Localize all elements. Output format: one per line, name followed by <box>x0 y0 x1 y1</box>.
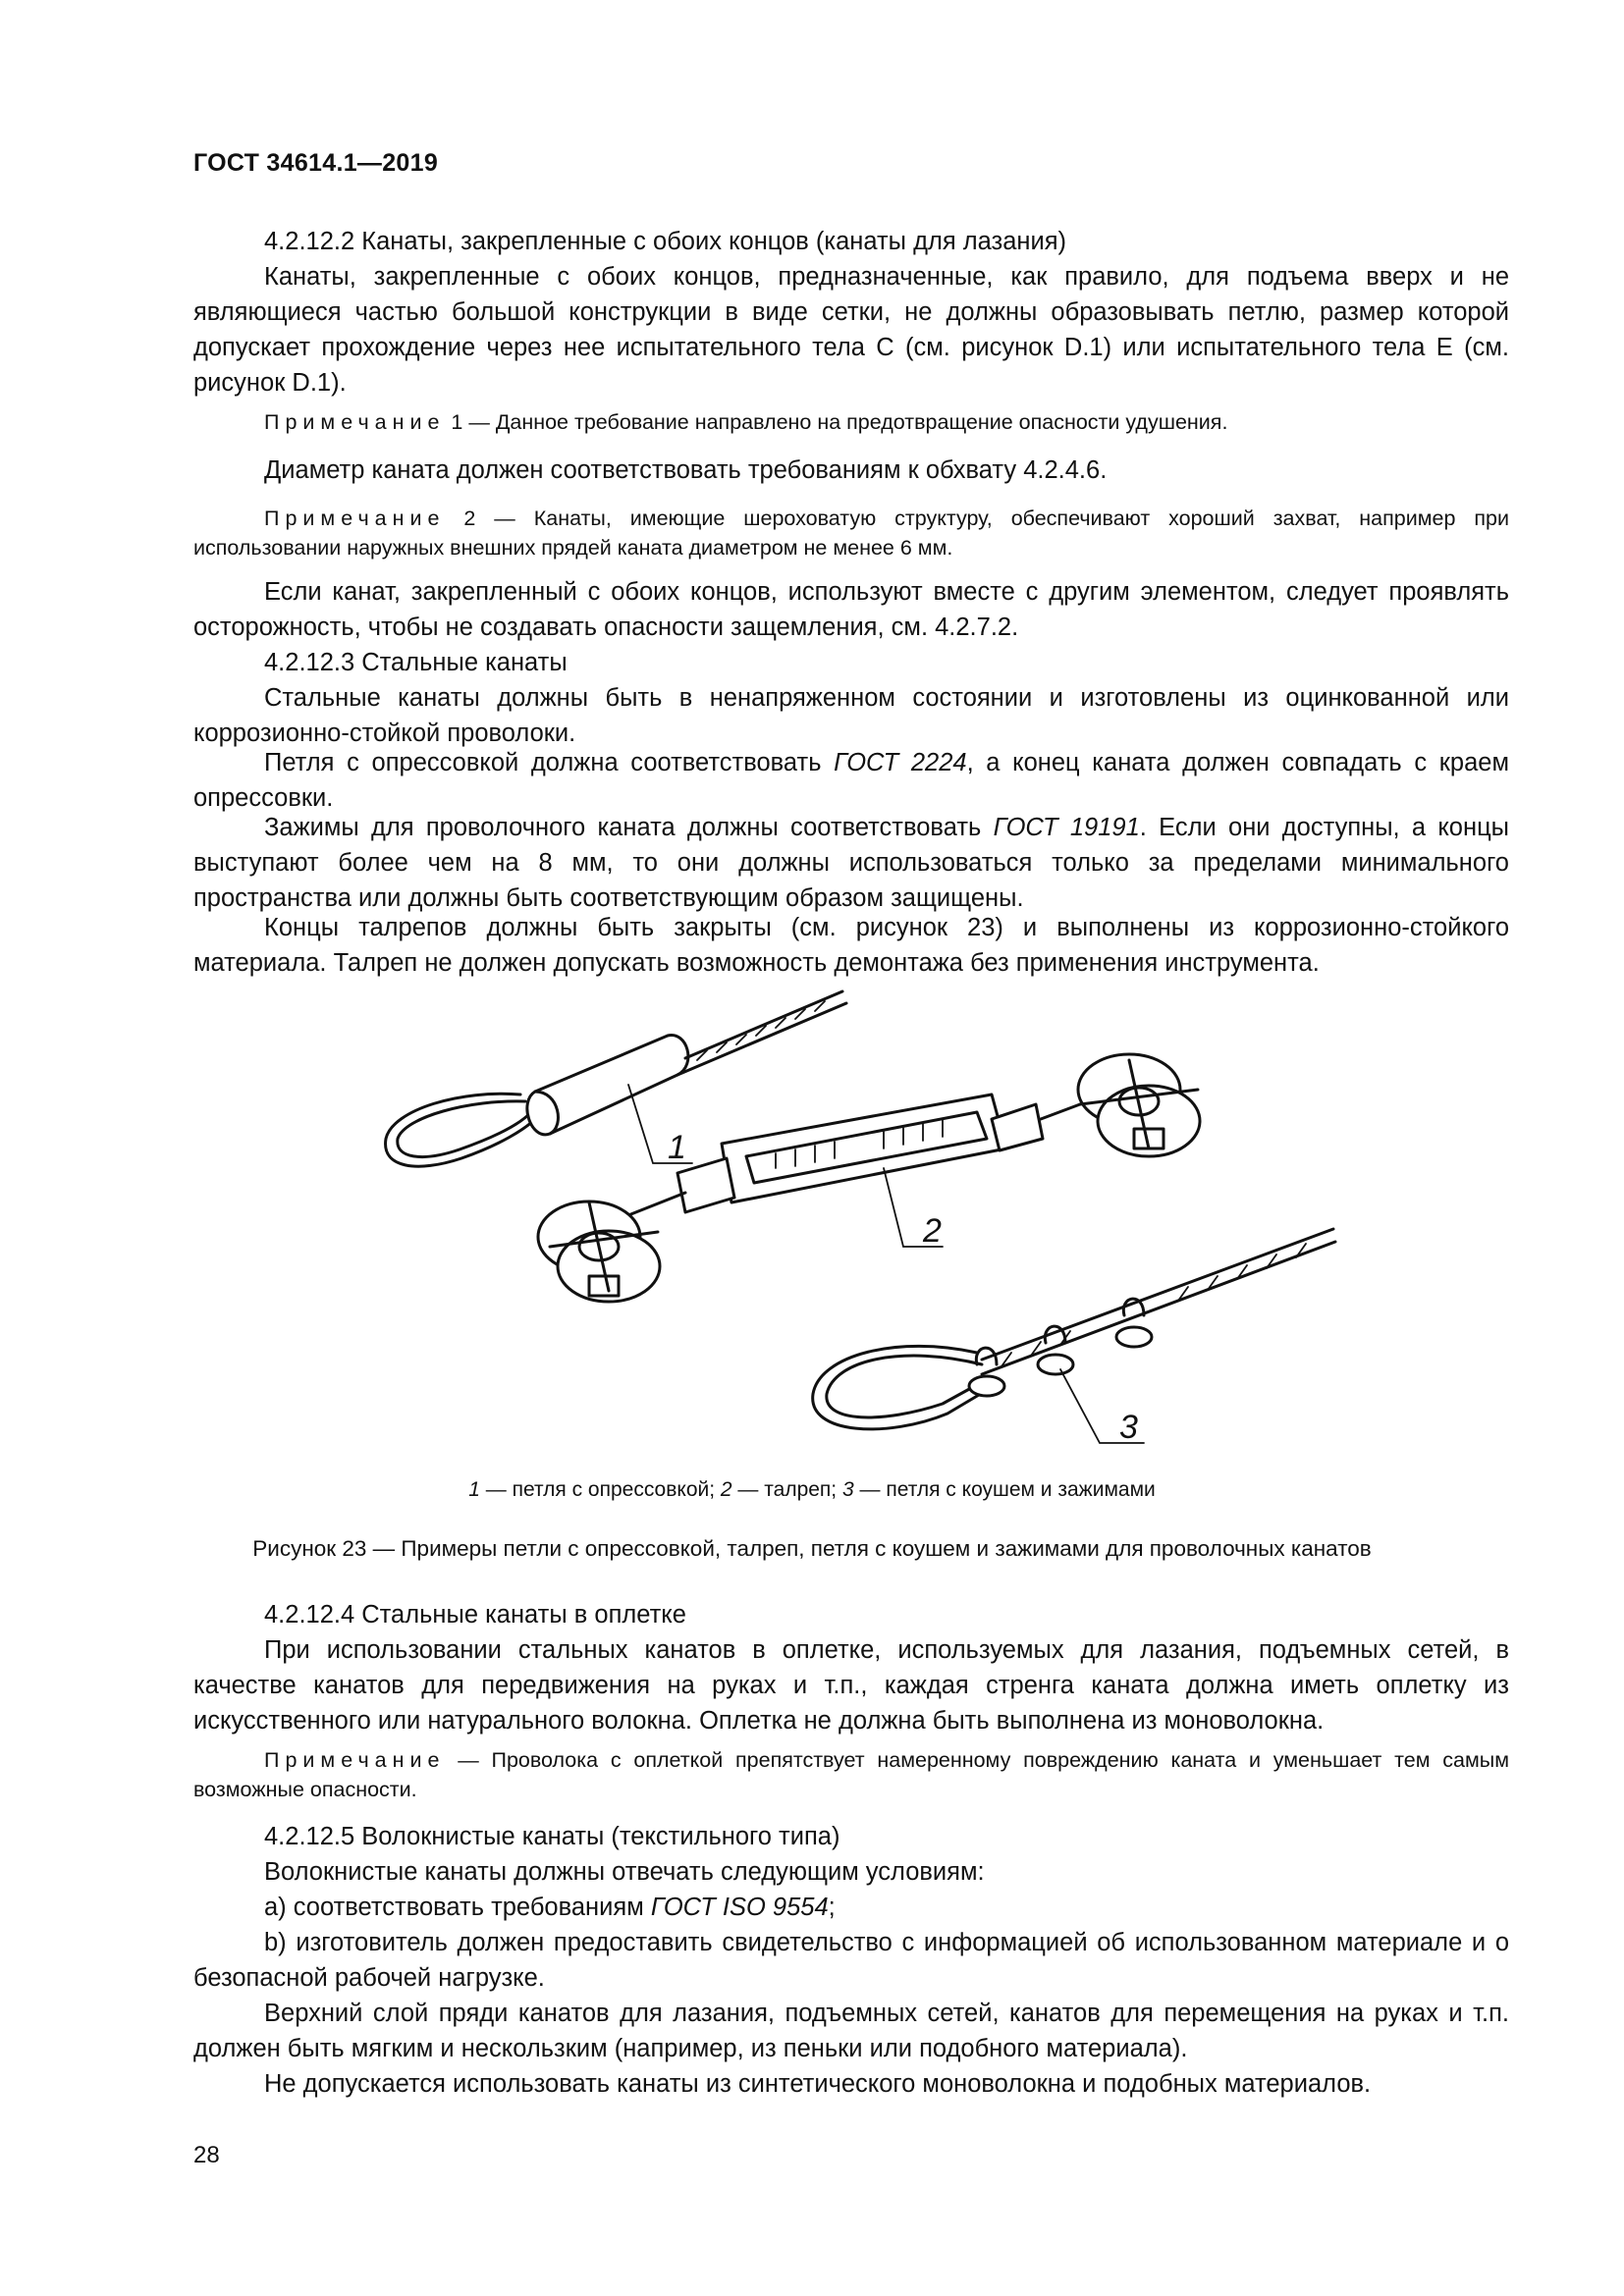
thimble-loop-drawing <box>813 1229 1335 1429</box>
figure-label-3: 3 <box>1119 1409 1138 1446</box>
document-header: ГОСТ 34614.1—2019 <box>193 149 439 177</box>
paragraph: Верхний слой пряди канатов для лазания, подъемных сетей, канатов для перемещения на руках и т.п. должен быть мягким и нескользким (например, из пеньки или подобного материала). <box>193 2000 1509 2062</box>
note-text: — Проволока с оплеткой препятствует намеренному повреждению каната и уменьшает тем самым возможные опасности. <box>193 1748 1509 1801</box>
legend-number: 2 <box>720 1478 732 1501</box>
note-text: 2 — Канаты, имеющие шероховатую структуру, обеспечивают хороший захват, например при использовании наружных внешних прядей каната диаметром не менее 6 мм. <box>193 507 1509 560</box>
paragraph <box>193 810 1509 916</box>
paragraph: Канаты, закрепленные с обоих концов, предназначенные, как правило, для подъема вверх и не являющиеся частью большой конструкции в виде сетки, не должны образовывать петлю, размер которой допускает прохождение через нее испытательного тела С (см. рисунок D.1) или испытательного тела Е (см. рисунок D.1). <box>193 263 1509 397</box>
section-heading-4-2-12-3: 4.2.12.3 Стальные канаты <box>264 649 568 676</box>
standard-reference: ГОСТ 19191 <box>993 814 1140 841</box>
paragraph: Не допускается использовать канаты из синтетического моноволокна и подобных материалов. <box>264 2070 1372 2098</box>
note-label: Примечание <box>264 507 446 530</box>
note-text: 1 — Данное требование направлено на предотвращение опасности удушения. <box>445 410 1228 434</box>
legend-number: 3 <box>841 1478 854 1501</box>
list-item-b: b) изготовитель должен предоставить свидетельство с информацией об использованном материале и о безопасной рабочей нагрузке. <box>193 1929 1509 1992</box>
paragraph <box>193 745 1509 816</box>
list-item-a <box>193 1890 1509 1925</box>
paragraph: Если канат, закрепленный с обоих концов, используют вместе с другим элементом, следует проявлять осторожность, чтобы не создавать опасности защемления, см. 4.2.7.2. <box>193 578 1509 641</box>
page-number: 28 <box>193 2142 220 2168</box>
figure-label-1: 1 <box>668 1129 686 1166</box>
figure-23-illustration <box>353 982 1345 1472</box>
section-heading-4-2-12-4: 4.2.12.4 Стальные канаты в оплетке <box>264 1601 686 1629</box>
section-heading-4-2-12-2: 4.2.12.2 Канаты, закрепленные с обоих концов (канаты для лазания) <box>264 228 1067 255</box>
paragraph: При использовании стальных канатов в оплетке, используемых для лазания, подъемных сетей, в качестве канатов для передвижения на руках и т.п., каждая стренга каната должна иметь оплетку из искусственного или натурального волокна. Оплетка не должна быть выполнена из моноволокна. <box>193 1636 1509 1735</box>
note-label: Примечание <box>264 1748 446 1772</box>
figure-label-2: 2 <box>923 1212 942 1250</box>
figure-legend <box>0 1478 1624 1502</box>
note-label: Примечание <box>264 410 446 434</box>
note-2 <box>193 504 1509 562</box>
section-heading-4-2-12-5: 4.2.12.5 Волокнистые канаты (текстильного типа) <box>264 1823 840 1850</box>
paragraph: Диаметр каната должен соответствовать требованиям к обхвату 4.2.4.6. <box>264 456 1108 484</box>
legend-number: 1 <box>468 1478 480 1501</box>
standard-reference: ГОСТ 2224 <box>834 749 967 776</box>
paragraph: Стальные канаты должны быть в ненапряженном состоянии и изготовлены из оцинкованной или коррозионно-стойкой проволоки. <box>193 684 1509 747</box>
paragraph: Концы талрепов должны быть закрыты (см. рисунок 23) и выполнены из коррозионно-стойкого материала. Талреп не должен допускать возможность демонтажа без применения инструмента. <box>193 914 1509 977</box>
note-1 <box>193 407 1509 437</box>
paragraph: Волокнистые канаты должны отвечать следующим условиям: <box>264 1858 985 1886</box>
text: Петля с опрессовкой должна соответствовать <box>264 749 835 776</box>
note-3 <box>193 1745 1509 1804</box>
legend-text: — петля с коушем и зажимами <box>853 1478 1156 1501</box>
text: Зажимы для проволочного каната должны соответствовать <box>264 814 994 841</box>
legend-text: — талреп; <box>731 1478 842 1501</box>
standard-reference: ГОСТ ISO 9554 <box>650 1894 829 1921</box>
text: . Если они доступны, а концы выступают более чем на 8 мм, то они должны использоваться только за пределами минимального пространства или должны быть соответствующим образом защищены. <box>193 814 1510 912</box>
text: ; <box>828 1894 836 1921</box>
legend-text: — петля с опрессовкой; <box>479 1478 721 1501</box>
text: a) соответствовать требованиям <box>264 1894 651 1921</box>
text: , а конец каната должен совпадать с краем опрессовки. <box>193 749 1509 812</box>
figure-title: Рисунок 23 — Примеры петли с опрессовкой, талреп, петля с коушем и зажимами для проволочных канатов <box>252 1536 1372 1561</box>
